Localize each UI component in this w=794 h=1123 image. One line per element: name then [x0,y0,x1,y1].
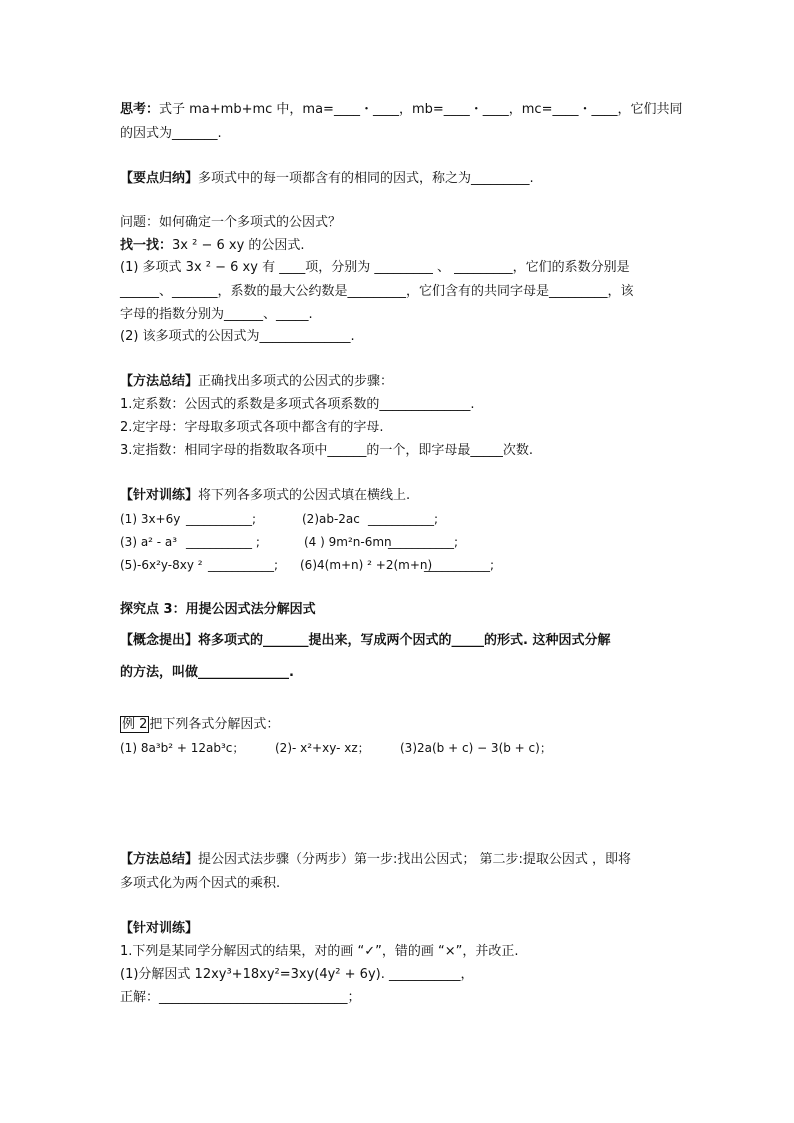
training1-blank-2: ___________; [368,512,439,526]
think-text: 式子 ma+mb+mc 中，ma=____・____，mb=____・____，mc=____・____，它们共同 [159,102,683,117]
think-line-2: 的因式为_______. [120,126,222,141]
training2-label: 【针对训练】 [120,921,199,936]
training1-heading [120,487,410,505]
q1-line-1: (1) 多项式 3x ² − 6 xy 有 ____项，分别为 _________ 、 _________，它们的系数分别是 [120,260,630,275]
find-text: 3x ² − 6 xy 的公因式. [172,238,305,253]
concept-line-2: 的方法，叫做______________. [120,665,294,680]
concept-line-1 [120,632,610,650]
find-label: 找一找： [120,238,173,253]
method2-label: 【方法总结】 [120,852,199,867]
concept-label: 【概念提出】 [120,633,199,648]
training2-line-2: (1)分解因式 12xy³+18xy²=3xy(4y² + 6y). ___________， [120,967,474,982]
example2-box: 例 2 [122,717,148,732]
training2-line-3: 正解：_____________________________； [120,990,361,1005]
training1-blank-5: ___________; [208,558,279,572]
method1-label: 【方法总结】 [120,374,199,389]
training1-item-1: (1) 3x+6y [120,512,181,526]
key-points-label: 【要点归纳】 [120,171,199,186]
training1-label: 【针对训练】 [120,488,199,503]
method1-step-1: 1.定系数：公因式的系数是多项式各项系数的______________. [120,397,475,412]
question-text: 如何确定一个多项式的公因式？ [159,215,342,230]
training1-text: 将下列各多项式的公因式填在横线上. [198,488,411,503]
method1-step-3: 3.定指数：相同字母的指数取各项中______的一个，即字母最_____次数. [120,443,534,458]
method2-text: 提公因式法步骤（分两步）第一步:找出公因式； 第二步:提取公因式 ，即将 [198,852,632,867]
example2-item-1: (1) 8a³b² + 12ab³c； [120,741,245,755]
question-label: 问题： [120,215,160,230]
q1-line-3: 字母的指数分别为______、_____. [120,307,313,322]
training1-blank-6: ___________; [424,558,495,572]
training1-item-3: (3) a² - a³ [120,535,178,549]
question [120,214,341,232]
training1-blank-1: ___________; [186,512,257,526]
example2-item-3: (3)2a(b + c) − 3(b + c)； [400,741,552,755]
training1-item-5: (5)-6x²y-8xy ² [120,558,203,572]
training1-row-1 [120,510,438,528]
training1-item-2: (2)ab-2ac [302,512,360,526]
key-points-text: 多项式中的每一项都含有的相同的因式，称之为_________. [198,171,534,186]
key-points [120,170,534,188]
method1-heading [120,373,393,391]
q1-line-2: ______、_______，系数的最大公约数是_________，它们含有的共同字母是_________，该 [120,284,634,299]
explore3-heading: 探究点 3：用提公因式法分解因式 [120,602,316,617]
training1-blank-3: ___________ ; [186,535,260,549]
example2-text: 把下列各式分解因式： [149,717,280,732]
example2-heading [120,716,279,734]
find-line [120,237,305,255]
method2-line-1 [120,851,631,869]
think-label: 思考： [120,102,160,117]
example2-item-2: (2)- x²+xy- xz； [275,741,370,755]
training1-item-6: (6)4(m+n) ² +2(m+n) [300,558,433,572]
training1-item-4: (4 ) 9m²n-6mn [304,535,392,549]
training1-blank-4: ___________; [388,535,459,549]
q2-line: (2) 该多项式的公因式为______________. [120,329,355,344]
think-line-1 [120,101,682,119]
training1-row-2 [120,533,458,551]
training1-row-3 [120,556,494,574]
method1-step-2: 2.定字母：字母取多项式各项中都含有的字母. [120,420,384,435]
concept-text: 将多项式的_______提出来，写成两个因式的_____的形式. 这种因式分解 [198,633,611,648]
method2-line-2: 多项式化为两个因式的乘积. [120,876,281,891]
example2-items [120,739,552,757]
training2-line-1: 1.下列是某同学分解因式的结果，对的画 “✓”，错的画 “×”，并改正. [120,944,519,959]
method1-text: 正确找出多项式的公因式的步骤： [198,374,394,389]
